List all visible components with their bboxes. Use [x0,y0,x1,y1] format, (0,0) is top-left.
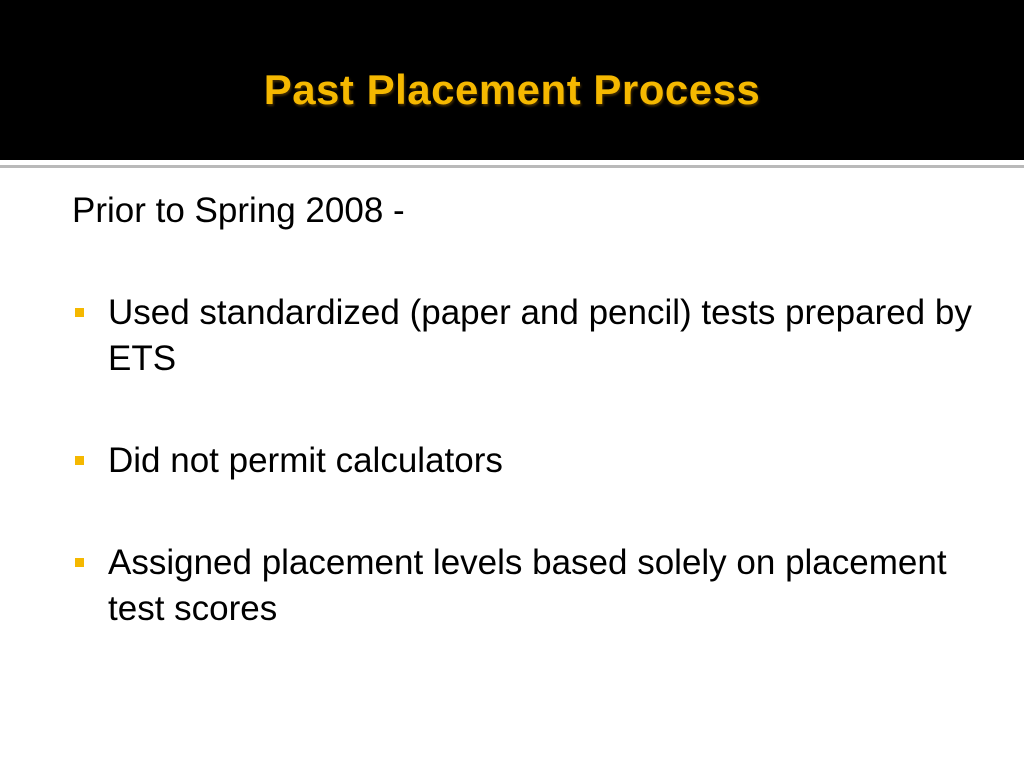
slide-title: Past Placement Process [263,66,761,113]
bullet-item [72,438,972,484]
title-divider-bottom [0,165,1024,168]
title-divider-top [0,160,1024,163]
square-bullet-icon [75,308,84,317]
bullet-list [72,290,972,632]
bullet-item [72,290,972,382]
bullet-text: Assigned placement levels based solely on placement test scores [108,543,947,628]
square-bullet-icon [75,456,84,465]
bullet-item [72,540,972,632]
slide-content [72,188,972,688]
bullet-text: Did not permit calculators [108,441,503,480]
bullet-text: Used standardized (paper and pencil) tests prepared by ETS [108,293,972,378]
title-bar [0,0,1024,160]
square-bullet-icon [75,558,84,567]
intro-text: Prior to Spring 2008 - [72,191,405,230]
